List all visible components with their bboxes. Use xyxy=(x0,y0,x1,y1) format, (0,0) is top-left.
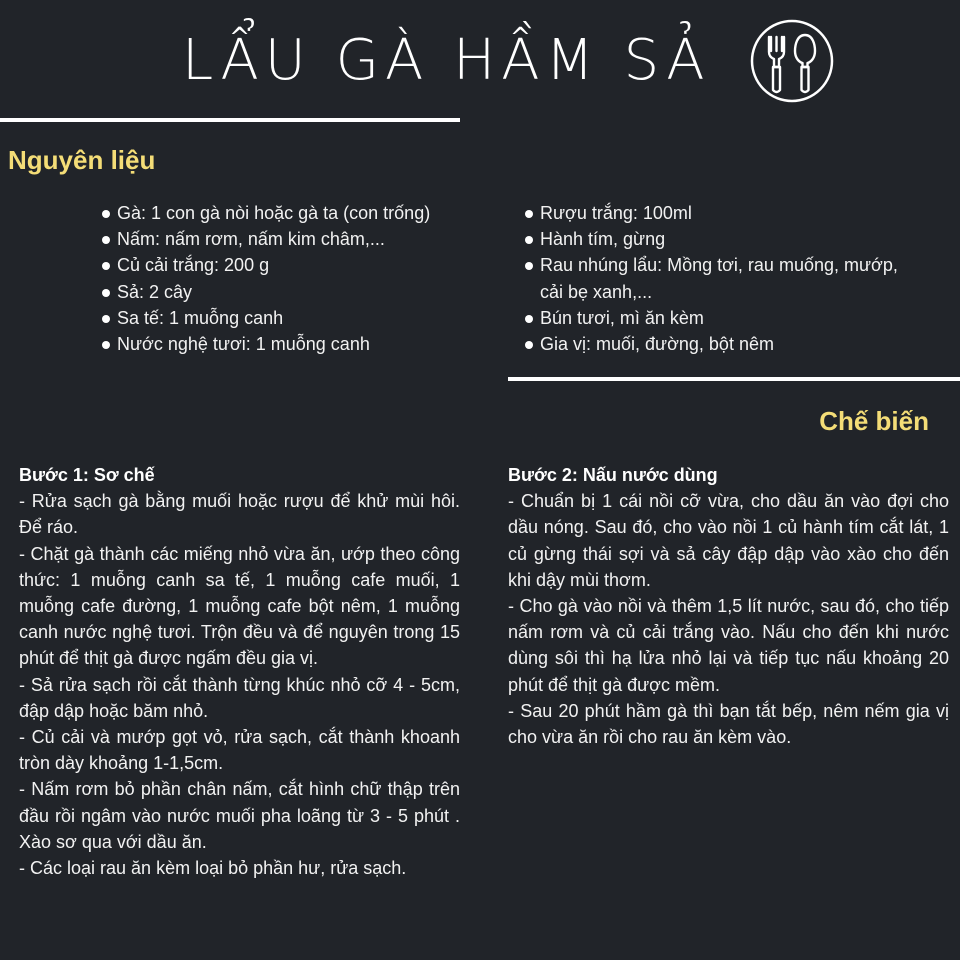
step-1-line: - Củ cải và mướp gọt vỏ, rửa sạch, cắt thành khoanh tròn dày khoảng 1-1,5cm. xyxy=(19,727,460,774)
ingredients-list-left xyxy=(101,200,481,357)
step-1-line: - Sả rửa sạch rồi cắt thành từng khúc nhỏ cỡ 4 - 5cm, đập dập hoặc băm nhỏ. xyxy=(19,674,460,721)
list-item: Nước nghệ tươi: 1 muỗng canh xyxy=(101,331,481,357)
list-item: Gà: 1 con gà nòi hoặc gà ta (con trống) xyxy=(101,200,481,226)
step-1-title: Bước 1: Sơ chế xyxy=(19,465,155,485)
step-1-line: - Rửa sạch gà bằng muối hoặc rượu để khử mùi hôi. Để ráo. xyxy=(19,491,460,538)
list-item: Rau nhúng lẩu: Mồng tơi, rau muống, mướp, cải bẹ xanh,... xyxy=(524,252,904,304)
list-item: Gia vị: muối, đường, bột nêm xyxy=(524,331,904,357)
middle-divider xyxy=(508,377,960,381)
step-2-line: - Sau 20 phút hầm gà thì bạn tắt bếp, nêm nếm gia vị cho vừa ăn rồi cho rau ăn kèm vào. xyxy=(508,700,949,748)
list-item: Củ cải trắng: 200 g xyxy=(101,252,481,278)
ingredients-heading: Nguyên liệu xyxy=(8,145,156,175)
step-2-block xyxy=(508,462,949,750)
ingredients-list-right xyxy=(524,200,904,357)
list-item: Nấm: nấm rơm, nấm kim châm,... xyxy=(101,226,481,252)
preparation-heading: Chế biến xyxy=(819,406,929,436)
step-1-line: - Nấm rơm bỏ phần chân nấm, cắt hình chữ thập trên đầu rồi ngâm vào nước muối pha loãng từ 3 - 5 phút . Xào sơ qua với dầu ăn. xyxy=(19,779,460,852)
step-1-line: - Các loại rau ăn kèm loại bỏ phần hư, rửa sạch. xyxy=(19,858,407,879)
top-divider xyxy=(0,118,460,122)
page-title: LẨU GÀ HẦM SẢ xyxy=(182,28,711,93)
list-item: Hành tím, gừng xyxy=(524,226,904,252)
step-2-line: - Chuẩn bị 1 cái nồi cỡ vừa, cho dầu ăn vào đợi cho dầu nóng. Sau đó, cho vào nồi 1 củ hành tím cắt lát, 1 củ gừng thái sợi và sả cây đập dập vào xào cho đến khi dậy mùi thơm. xyxy=(508,491,949,590)
list-item: Bún tươi, mì ăn kèm xyxy=(524,305,904,331)
step-1-line: - Chặt gà thành các miếng nhỏ vừa ăn, ướp theo công thức: 1 muỗng canh sa tế, 1 muỗng cafe muối, 1 muỗng cafe đường, 1 muỗng cafe bột nêm, 1 muỗng canh nước nghệ tươi. Trộn đều và để nguyên trong 15 phút để thịt gà được ngấm đều gia vị. xyxy=(19,543,460,669)
fork-spoon-icon xyxy=(749,18,835,104)
step-2-title: Bước 2: Nấu nước dùng xyxy=(508,465,718,485)
step-1-block xyxy=(19,462,460,881)
list-item: Sa tế: 1 muỗng canh xyxy=(101,305,481,331)
list-item: Rượu trắng: 100ml xyxy=(524,200,904,226)
list-item: Sả: 2 cây xyxy=(101,279,481,305)
step-2-line: - Cho gà vào nồi và thêm 1,5 lít nước, sau đó, cho tiếp nấm rơm và củ cải trắng vào. Nấu cho đến khi nước dùng sôi thì hạ lửa nhỏ lại và tiếp tục nấu khoảng 20 phút để thịt gà được mềm. xyxy=(508,596,949,695)
